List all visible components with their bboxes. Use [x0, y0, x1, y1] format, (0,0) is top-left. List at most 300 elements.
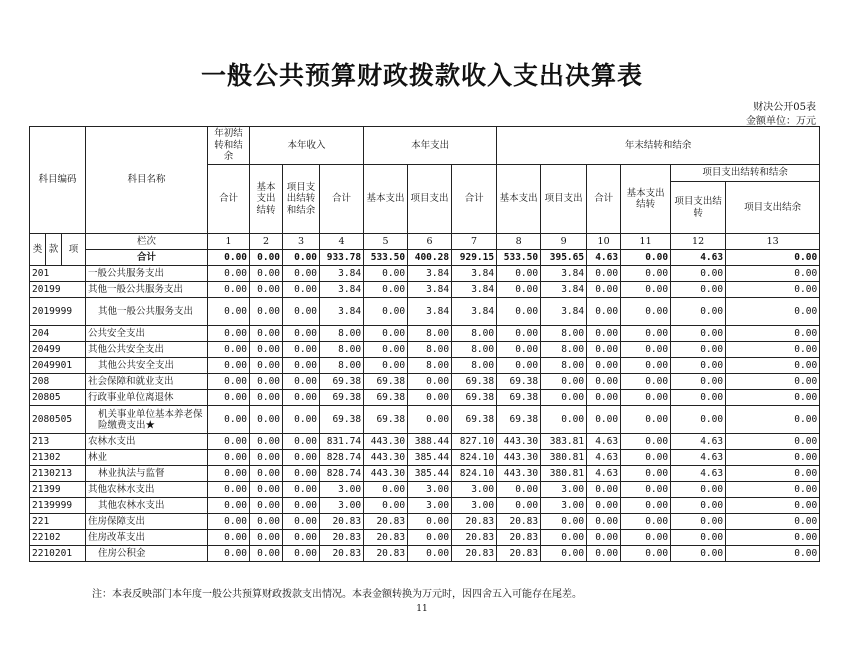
header-class: 类 [30, 234, 46, 266]
amount-cell: 0.00 [587, 358, 621, 374]
amount-cell: 3.00 [320, 498, 364, 514]
subject-code-cell: 20199 [30, 282, 86, 298]
amount-cell: 443.30 [497, 466, 541, 482]
amount-cell: 0.00 [250, 282, 283, 298]
amount-cell: 0.00 [208, 466, 250, 482]
amount-cell: 0.00 [587, 374, 621, 390]
amount-cell: 69.38 [364, 406, 408, 434]
total-cell: 400.28 [408, 250, 452, 266]
amount-cell: 0.00 [497, 298, 541, 326]
col-num: 5 [364, 234, 408, 250]
amount-cell: 0.00 [250, 546, 283, 562]
amount-cell: 0.00 [408, 514, 452, 530]
col-num: 7 [452, 234, 497, 250]
table-row [30, 498, 820, 514]
amount-cell: 3.84 [452, 282, 497, 298]
amount-cell: 0.00 [541, 374, 587, 390]
amount-cell: 0.00 [208, 406, 250, 434]
amount-cell: 0.00 [671, 358, 726, 374]
amount-cell: 0.00 [726, 546, 820, 562]
amount-cell: 0.00 [541, 406, 587, 434]
amount-cell: 0.00 [408, 530, 452, 546]
amount-cell: 0.00 [283, 450, 320, 466]
amount-cell: 0.00 [671, 498, 726, 514]
amount-cell: 8.00 [408, 326, 452, 342]
amount-cell: 0.00 [671, 266, 726, 282]
amount-cell: 0.00 [587, 546, 621, 562]
amount-cell: 0.00 [587, 342, 621, 358]
amount-cell: 0.00 [208, 530, 250, 546]
header-basic-expense-balance: 基本支出结转 [250, 165, 283, 234]
amount-cell: 0.00 [587, 530, 621, 546]
amount-cell: 0.00 [283, 282, 320, 298]
amount-cell: 0.00 [250, 358, 283, 374]
amount-cell: 0.00 [497, 266, 541, 282]
subject-code-cell: 2130213 [30, 466, 86, 482]
amount-cell: 4.63 [587, 466, 621, 482]
amount-cell: 0.00 [621, 282, 671, 298]
amount-cell: 0.00 [497, 482, 541, 498]
amount-cell: 0.00 [283, 498, 320, 514]
header-project-expense-balance: 项目支出结转和结余 [283, 165, 320, 234]
subject-code-cell: 221 [30, 514, 86, 530]
amount-cell: 69.38 [497, 374, 541, 390]
amount-cell: 0.00 [671, 514, 726, 530]
amount-cell: 0.00 [726, 530, 820, 546]
amount-cell: 443.30 [364, 466, 408, 482]
amount-cell: 3.84 [408, 266, 452, 282]
subject-name-cell: 机关事业单位基本养老保险缴费支出★ [86, 406, 208, 434]
amount-cell: 69.38 [364, 390, 408, 406]
amount-cell: 4.63 [587, 434, 621, 450]
table-row [30, 406, 820, 434]
amount-cell: 20.83 [320, 530, 364, 546]
col-num: 11 [621, 234, 671, 250]
amount-cell: 8.00 [541, 342, 587, 358]
amount-cell: 0.00 [621, 390, 671, 406]
amount-cell: 3.84 [541, 266, 587, 282]
total-cell: 0.00 [621, 250, 671, 266]
header-total-4: 合计 [320, 165, 364, 234]
table-row [30, 390, 820, 406]
amount-cell: 0.00 [208, 450, 250, 466]
amount-cell: 3.84 [541, 282, 587, 298]
amount-cell: 0.00 [726, 358, 820, 374]
total-cell: 533.50 [497, 250, 541, 266]
amount-cell: 0.00 [283, 374, 320, 390]
amount-cell: 828.74 [320, 466, 364, 482]
page-number: 11 [416, 604, 428, 614]
total-row-label: 合计 [86, 250, 208, 266]
amount-cell: 8.00 [541, 326, 587, 342]
amount-cell: 0.00 [208, 482, 250, 498]
form-code: 财决公开05表 [753, 102, 816, 113]
amount-cell: 3.84 [452, 298, 497, 326]
amount-cell: 20.83 [364, 546, 408, 562]
amount-cell: 0.00 [621, 342, 671, 358]
amount-cell: 0.00 [364, 298, 408, 326]
subject-name-cell: 其他农林水支出 [86, 498, 208, 514]
subject-code-cell: 20499 [30, 342, 86, 358]
amount-cell: 69.38 [497, 390, 541, 406]
total-cell: 0.00 [283, 250, 320, 266]
amount-cell: 0.00 [671, 298, 726, 326]
amount-cell: 0.00 [283, 266, 320, 282]
amount-cell: 0.00 [587, 406, 621, 434]
subject-code-cell: 2080505 [30, 406, 86, 434]
amount-cell: 4.63 [587, 450, 621, 466]
amount-cell: 0.00 [671, 342, 726, 358]
amount-cell: 4.63 [671, 434, 726, 450]
amount-cell: 0.00 [208, 282, 250, 298]
amount-cell: 0.00 [621, 498, 671, 514]
amount-cell: 0.00 [250, 466, 283, 482]
col-num: 2 [250, 234, 283, 250]
amount-cell: 824.10 [452, 450, 497, 466]
amount-cell: 8.00 [452, 358, 497, 374]
amount-cell: 380.81 [541, 450, 587, 466]
subject-name-cell: 其他公共安全支出 [86, 342, 208, 358]
amount-cell: 388.44 [408, 434, 452, 450]
header-project-carry-balance: 项目支出结转和结余 [671, 165, 820, 182]
amount-cell: 0.00 [621, 434, 671, 450]
amount-cell: 0.00 [408, 546, 452, 562]
amount-cell: 0.00 [621, 374, 671, 390]
amount-cell: 0.00 [726, 466, 820, 482]
amount-cell: 0.00 [250, 482, 283, 498]
total-cell: 4.63 [671, 250, 726, 266]
amount-cell: 0.00 [408, 374, 452, 390]
table-row [30, 482, 820, 498]
amount-cell: 0.00 [587, 498, 621, 514]
table-row [30, 326, 820, 342]
amount-cell: 0.00 [726, 342, 820, 358]
amount-cell: 0.00 [283, 466, 320, 482]
amount-cell: 0.00 [541, 546, 587, 562]
amount-cell: 0.00 [621, 450, 671, 466]
amount-cell: 380.81 [541, 466, 587, 482]
amount-cell: 0.00 [208, 390, 250, 406]
amount-cell: 0.00 [497, 498, 541, 514]
amount-cell: 0.00 [208, 298, 250, 326]
amount-cell: 0.00 [250, 342, 283, 358]
amount-cell: 0.00 [208, 546, 250, 562]
amount-cell: 0.00 [250, 434, 283, 450]
amount-cell: 828.74 [320, 450, 364, 466]
amount-cell: 0.00 [250, 406, 283, 434]
amount-cell: 0.00 [726, 374, 820, 390]
header-year-end-balance: 年末结转和结余 [497, 127, 820, 165]
amount-cell: 0.00 [497, 326, 541, 342]
amount-cell: 3.84 [408, 298, 452, 326]
amount-cell: 3.00 [320, 482, 364, 498]
amount-cell: 0.00 [208, 266, 250, 282]
table-row [30, 514, 820, 530]
amount-cell: 8.00 [320, 326, 364, 342]
amount-cell: 0.00 [587, 282, 621, 298]
header-project-expense-9: 项目支出 [541, 165, 587, 234]
amount-cell: 69.38 [452, 406, 497, 434]
amount-cell: 0.00 [671, 482, 726, 498]
amount-cell: 0.00 [364, 358, 408, 374]
amount-cell: 4.63 [671, 450, 726, 466]
unit-label: 金额单位：万元 [746, 116, 816, 127]
amount-cell: 20.83 [452, 530, 497, 546]
amount-cell: 0.00 [587, 266, 621, 282]
subject-name-cell: 其他一般公共服务支出 [86, 298, 208, 326]
amount-cell: 0.00 [250, 450, 283, 466]
amount-cell: 0.00 [208, 374, 250, 390]
subject-name-cell: 林业 [86, 450, 208, 466]
amount-cell: 69.38 [320, 406, 364, 434]
amount-cell: 0.00 [671, 374, 726, 390]
subject-name-cell: 住房改革支出 [86, 530, 208, 546]
subject-code-cell: 2139999 [30, 498, 86, 514]
header-section: 款 [46, 234, 62, 266]
amount-cell: 69.38 [452, 390, 497, 406]
amount-cell: 0.00 [671, 406, 726, 434]
header-basic-expense-8: 基本支出 [497, 165, 541, 234]
amount-cell: 0.00 [621, 326, 671, 342]
amount-cell: 0.00 [587, 326, 621, 342]
header-project-expense: 项目支出 [408, 165, 452, 234]
amount-cell: 0.00 [726, 326, 820, 342]
amount-cell: 8.00 [408, 342, 452, 358]
subject-code-cell: 21399 [30, 482, 86, 498]
amount-cell: 0.00 [283, 514, 320, 530]
amount-cell: 0.00 [621, 406, 671, 434]
amount-cell: 0.00 [283, 358, 320, 374]
header-item: 项 [62, 234, 86, 266]
col-num: 12 [671, 234, 726, 250]
amount-cell: 0.00 [283, 326, 320, 342]
amount-cell: 0.00 [283, 298, 320, 326]
amount-cell: 8.00 [452, 342, 497, 358]
amount-cell: 0.00 [208, 498, 250, 514]
header-beginning-balance: 年初结转和结余 [208, 127, 250, 165]
amount-cell: 0.00 [497, 282, 541, 298]
amount-cell: 0.00 [541, 530, 587, 546]
header-basic-expense: 基本支出 [364, 165, 408, 234]
amount-cell: 8.00 [541, 358, 587, 374]
amount-cell: 69.38 [452, 374, 497, 390]
subject-name-cell: 其他农林水支出 [86, 482, 208, 498]
header-basic-expense-balance-11: 基本支出结转 [621, 165, 671, 234]
subject-code-cell: 2210201 [30, 546, 86, 562]
amount-cell: 3.00 [452, 482, 497, 498]
amount-cell: 3.00 [452, 498, 497, 514]
amount-cell: 20.83 [497, 546, 541, 562]
amount-cell: 0.00 [726, 266, 820, 282]
header-project-surplus: 项目支出结余 [726, 182, 820, 234]
header-subject-code: 科目编码 [30, 127, 86, 234]
amount-cell: 0.00 [497, 342, 541, 358]
page-title: 一般公共预算财政拨款收入支出决算表 [200, 61, 643, 90]
amount-cell: 20.83 [364, 530, 408, 546]
amount-cell: 0.00 [587, 298, 621, 326]
amount-cell: 0.00 [726, 482, 820, 498]
amount-cell: 385.44 [408, 450, 452, 466]
col-num: 3 [283, 234, 320, 250]
amount-cell: 3.00 [541, 498, 587, 514]
amount-cell: 0.00 [726, 406, 820, 434]
amount-cell: 0.00 [726, 450, 820, 466]
amount-cell: 8.00 [452, 326, 497, 342]
amount-cell: 0.00 [283, 434, 320, 450]
amount-cell: 0.00 [587, 514, 621, 530]
subject-code-cell: 2019999 [30, 298, 86, 326]
table-row [30, 530, 820, 546]
amount-cell: 443.30 [497, 450, 541, 466]
amount-cell: 0.00 [621, 530, 671, 546]
amount-cell: 0.00 [283, 530, 320, 546]
subject-code-cell: 213 [30, 434, 86, 450]
amount-cell: 0.00 [364, 266, 408, 282]
col-num: 1 [208, 234, 250, 250]
amount-cell: 0.00 [208, 342, 250, 358]
total-cell: 0.00 [250, 250, 283, 266]
amount-cell: 0.00 [208, 514, 250, 530]
header-current-expense: 本年支出 [364, 127, 497, 165]
amount-cell: 0.00 [250, 390, 283, 406]
amount-cell: 443.30 [364, 434, 408, 450]
col-num: 8 [497, 234, 541, 250]
amount-cell: 0.00 [726, 514, 820, 530]
amount-cell: 0.00 [408, 390, 452, 406]
amount-cell: 0.00 [250, 298, 283, 326]
amount-cell: 0.00 [621, 266, 671, 282]
amount-cell: 69.38 [497, 406, 541, 434]
amount-cell: 0.00 [250, 326, 283, 342]
amount-cell: 0.00 [364, 342, 408, 358]
amount-cell: 3.84 [408, 282, 452, 298]
table-row [30, 342, 820, 358]
amount-cell: 20.83 [320, 546, 364, 562]
amount-cell: 0.00 [541, 390, 587, 406]
amount-cell: 20.83 [452, 514, 497, 530]
amount-cell: 0.00 [250, 514, 283, 530]
amount-cell: 20.83 [452, 546, 497, 562]
amount-cell: 20.83 [497, 530, 541, 546]
subject-name-cell: 行政事业单位离退休 [86, 390, 208, 406]
total-cell: 4.63 [587, 250, 621, 266]
amount-cell: 3.84 [541, 298, 587, 326]
amount-cell: 0.00 [364, 282, 408, 298]
amount-cell: 0.00 [250, 374, 283, 390]
col-num: 13 [726, 234, 820, 250]
amount-cell: 824.10 [452, 466, 497, 482]
table-row [30, 450, 820, 466]
amount-cell: 0.00 [726, 282, 820, 298]
total-cell: 933.78 [320, 250, 364, 266]
amount-cell: 4.63 [671, 466, 726, 482]
amount-cell: 3.84 [320, 266, 364, 282]
amount-cell: 0.00 [621, 466, 671, 482]
amount-cell: 0.00 [541, 514, 587, 530]
amount-cell: 8.00 [320, 342, 364, 358]
amount-cell: 0.00 [587, 390, 621, 406]
header-total-7: 合计 [452, 165, 497, 234]
table-row [30, 374, 820, 390]
amount-cell: 20.83 [497, 514, 541, 530]
amount-cell: 0.00 [283, 406, 320, 434]
amount-cell: 0.00 [726, 390, 820, 406]
amount-cell: 69.38 [320, 374, 364, 390]
table-row [30, 466, 820, 482]
amount-cell: 385.44 [408, 466, 452, 482]
subject-name-cell: 公共安全支出 [86, 326, 208, 342]
amount-cell: 20.83 [320, 514, 364, 530]
amount-cell: 443.30 [497, 434, 541, 450]
subject-code-cell: 22102 [30, 530, 86, 546]
amount-cell: 20.83 [364, 514, 408, 530]
amount-cell: 0.00 [726, 434, 820, 450]
col-num: 6 [408, 234, 452, 250]
header-subject-name: 科目名称 [86, 127, 208, 234]
subject-name-cell: 其他公共安全支出 [86, 358, 208, 374]
total-cell: 929.15 [452, 250, 497, 266]
total-cell: 395.65 [541, 250, 587, 266]
subject-code-cell: 20805 [30, 390, 86, 406]
budget-table [29, 126, 820, 562]
amount-cell: 3.84 [320, 282, 364, 298]
subject-name-cell: 一般公共服务支出 [86, 266, 208, 282]
amount-cell: 0.00 [621, 358, 671, 374]
amount-cell: 0.00 [283, 482, 320, 498]
total-cell: 0.00 [208, 250, 250, 266]
amount-cell: 3.00 [408, 482, 452, 498]
subject-name-cell: 社会保障和就业支出 [86, 374, 208, 390]
subject-name-cell: 住房公积金 [86, 546, 208, 562]
amount-cell: 0.00 [621, 298, 671, 326]
amount-cell: 0.00 [250, 266, 283, 282]
amount-cell: 0.00 [364, 482, 408, 498]
amount-cell: 0.00 [208, 434, 250, 450]
amount-cell: 0.00 [671, 326, 726, 342]
amount-cell: 3.00 [541, 482, 587, 498]
amount-cell: 0.00 [408, 406, 452, 434]
table-row [30, 358, 820, 374]
footnote: 注：本表反映部门本年度一般公共预算财政拨款支出情况。本表金额转换为万元时，因四舍五入可能存在尾差。 [92, 589, 582, 600]
amount-cell: 0.00 [621, 546, 671, 562]
amount-cell: 0.00 [497, 358, 541, 374]
subject-name-cell: 农林水支出 [86, 434, 208, 450]
amount-cell: 827.10 [452, 434, 497, 450]
amount-cell: 831.74 [320, 434, 364, 450]
amount-cell: 0.00 [671, 530, 726, 546]
amount-cell: 0.00 [250, 530, 283, 546]
amount-cell: 0.00 [208, 326, 250, 342]
subject-name-cell: 其他一般公共服务支出 [86, 282, 208, 298]
subject-name-cell: 林业执法与监督 [86, 466, 208, 482]
amount-cell: 0.00 [208, 358, 250, 374]
amount-cell: 0.00 [283, 390, 320, 406]
table-row [30, 266, 820, 282]
subject-code-cell: 2049901 [30, 358, 86, 374]
amount-cell: 0.00 [587, 482, 621, 498]
amount-cell: 443.30 [364, 450, 408, 466]
amount-cell: 0.00 [621, 482, 671, 498]
subject-name-cell: 住房保障支出 [86, 514, 208, 530]
amount-cell: 0.00 [621, 514, 671, 530]
subject-code-cell: 21302 [30, 450, 86, 466]
amount-cell: 0.00 [283, 546, 320, 562]
amount-cell: 383.81 [541, 434, 587, 450]
header-current-income: 本年收入 [250, 127, 364, 165]
table-body [30, 266, 820, 562]
amount-cell: 0.00 [726, 298, 820, 326]
col-num: 9 [541, 234, 587, 250]
